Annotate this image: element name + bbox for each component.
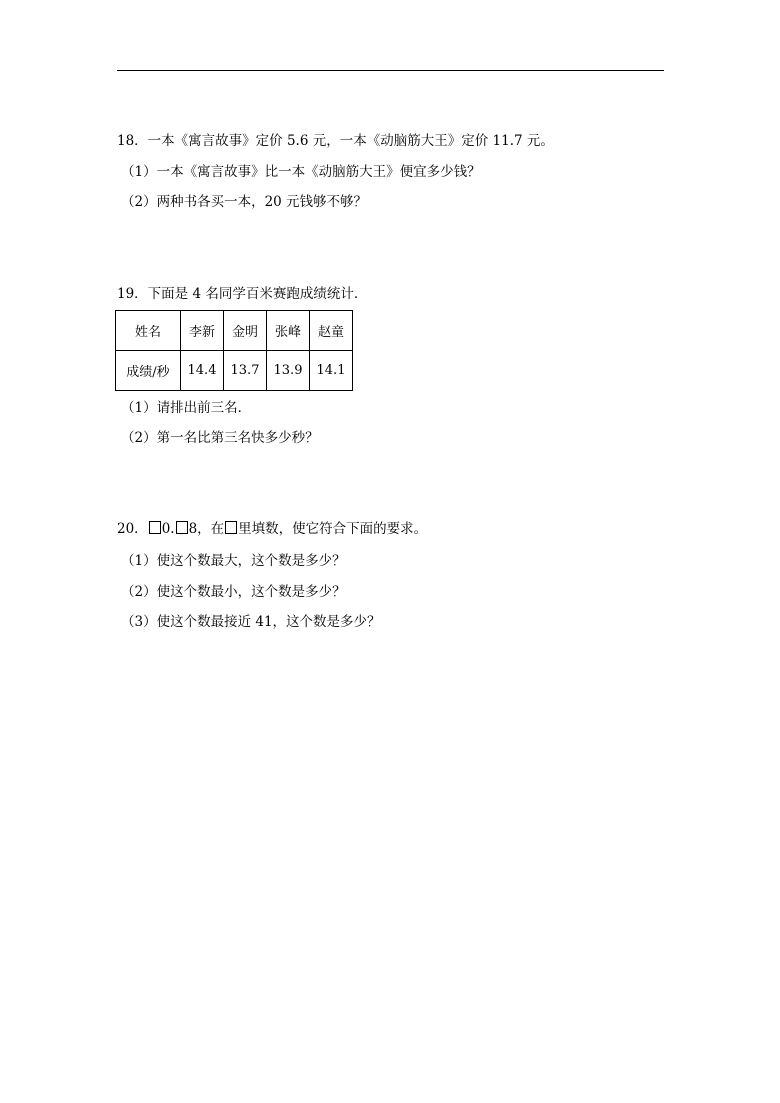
q18-sub2: （2）两种书各买一本，20 元钱够不够？ [121,194,368,210]
blank-box-icon [149,521,161,534]
table-row [116,311,353,351]
name-cell: 李新 [181,311,224,351]
q20-part-a: 0. [161,521,175,537]
name-cell: 金明 [224,311,267,351]
q19-sub1: （1）请排出前三名． [121,400,252,416]
q19-stem: 19．下面是 4 名同学百米赛跑成绩统计． [117,286,368,302]
q19-sub2: （2）第一名比第三名快多少秒？ [121,430,319,446]
header-rule [117,70,664,71]
q20-sub1: （1）使这个数最大，这个数是多少？ [121,553,346,569]
row-header-score: 成绩/秒 [116,351,181,391]
q18-sub1: （1）一本《寓言故事》比一本《动脑筋大王》便宜多少钱？ [121,164,481,180]
score-cell: 13.9 [267,351,310,391]
score-cell: 14.4 [181,351,224,391]
q20-number: 20． [117,521,148,537]
q20-part-c: 里填数，使它符合下面的要求。 [238,521,428,537]
q20-part-b: 8，在 [188,521,225,537]
score-cell: 13.7 [224,351,267,391]
score-cell: 14.1 [310,351,353,391]
name-cell: 张峰 [267,311,310,351]
q20-sub3: （3）使这个数最接近 41，这个数是多少？ [121,614,381,630]
q20-stem [117,519,427,539]
blank-box-icon [225,521,237,534]
blank-box-icon [176,521,188,534]
scores-table [115,310,353,391]
q18-stem: 18．一本《寓言故事》定价 5.6 元，一本《动脑筋大王》定价 11.7 元。 [117,133,554,149]
row-header-name: 姓名 [116,311,181,351]
q20-sub2: （2）使这个数最小，这个数是多少？ [121,584,346,600]
table-row [116,351,353,391]
name-cell: 赵童 [310,311,353,351]
